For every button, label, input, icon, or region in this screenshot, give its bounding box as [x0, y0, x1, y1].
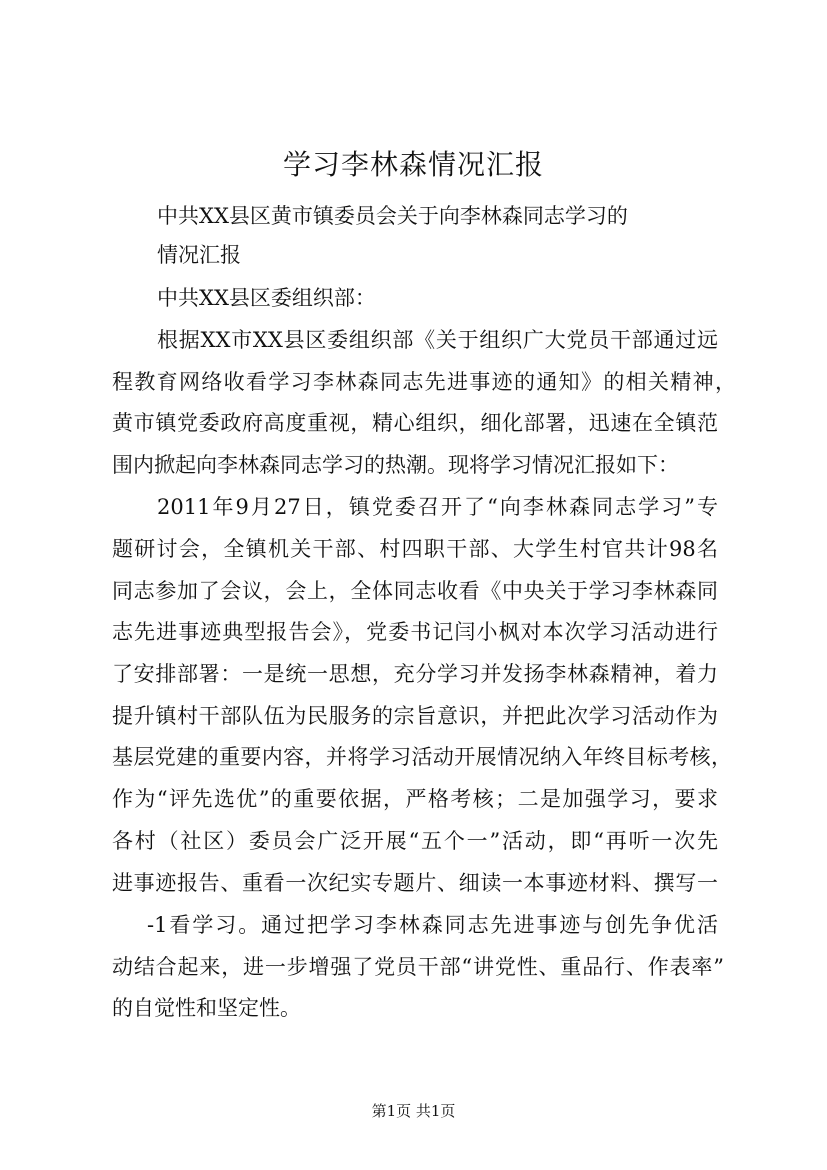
text-line: 同志参加了会议，会上，全体同志收看《中央关于学习李林森同: [112, 579, 718, 603]
text-line: 黄市镇党委政府高度重视，精心组织，细化部署，迅速在全镇范: [112, 411, 718, 435]
document-title: 学习李林森情况汇报: [282, 148, 544, 181]
text-line: 进事迹报告、重看一次纪实专题片、细读一本事迹材料、撰写一: [112, 871, 718, 895]
text-line: 程教育网络收看学习李林森同志先进事迹的通知》的相关精神，: [112, 370, 736, 394]
text-line: 情况汇报: [157, 243, 241, 267]
text-line: 提升镇村干部队伍为民服务的宗旨意识，并把此次学习活动作为: [112, 704, 718, 728]
text-line: 基层党建的重要内容，并将学习活动开展情况纳入年终目标考核，: [112, 745, 732, 769]
text-line: 志先进事迹典型报告会》，党委书记闫小枫对本次学习活动进行: [112, 620, 718, 644]
text-line: -1看学习。通过把学习李林森同志先进事迹与创先争优活: [147, 913, 718, 937]
text-line: 中共XX县区委组织部：: [157, 286, 376, 310]
text-line: 作为“评先选优”的重要依据，严格考核；二是加强学习，要求: [112, 787, 718, 811]
text-line: 各村（社区）委员会广泛开展“五个一”活动，即“再听一次先: [112, 829, 718, 853]
text-line: 的自觉性和坚定性。: [112, 996, 301, 1020]
page-footer: 第1页 共1页: [371, 1102, 456, 1120]
text-line: 中共XX县区黄市镇委员会关于向李林森同志学习的: [157, 204, 628, 228]
text-line: 根据XX市XX县区委组织部《关于组织广大党员干部通过远: [157, 328, 718, 352]
text-line: 围内掀起向李林森同志学习的热潮。现将学习情况汇报如下：: [112, 453, 679, 477]
text-line: 2011年9月27日，镇党委召开了“向李林森同志学习”专: [157, 495, 718, 519]
text-line: 了安排部署：一是统一思想，充分学习并发扬李林森精神，着力: [112, 662, 718, 686]
text-line: 动结合起来，进一步增强了党员干部“讲党性、重品行、作表率”: [112, 955, 724, 979]
text-line: 题研讨会，全镇机关干部、村四职干部、大学生村官共计98名: [112, 537, 718, 561]
